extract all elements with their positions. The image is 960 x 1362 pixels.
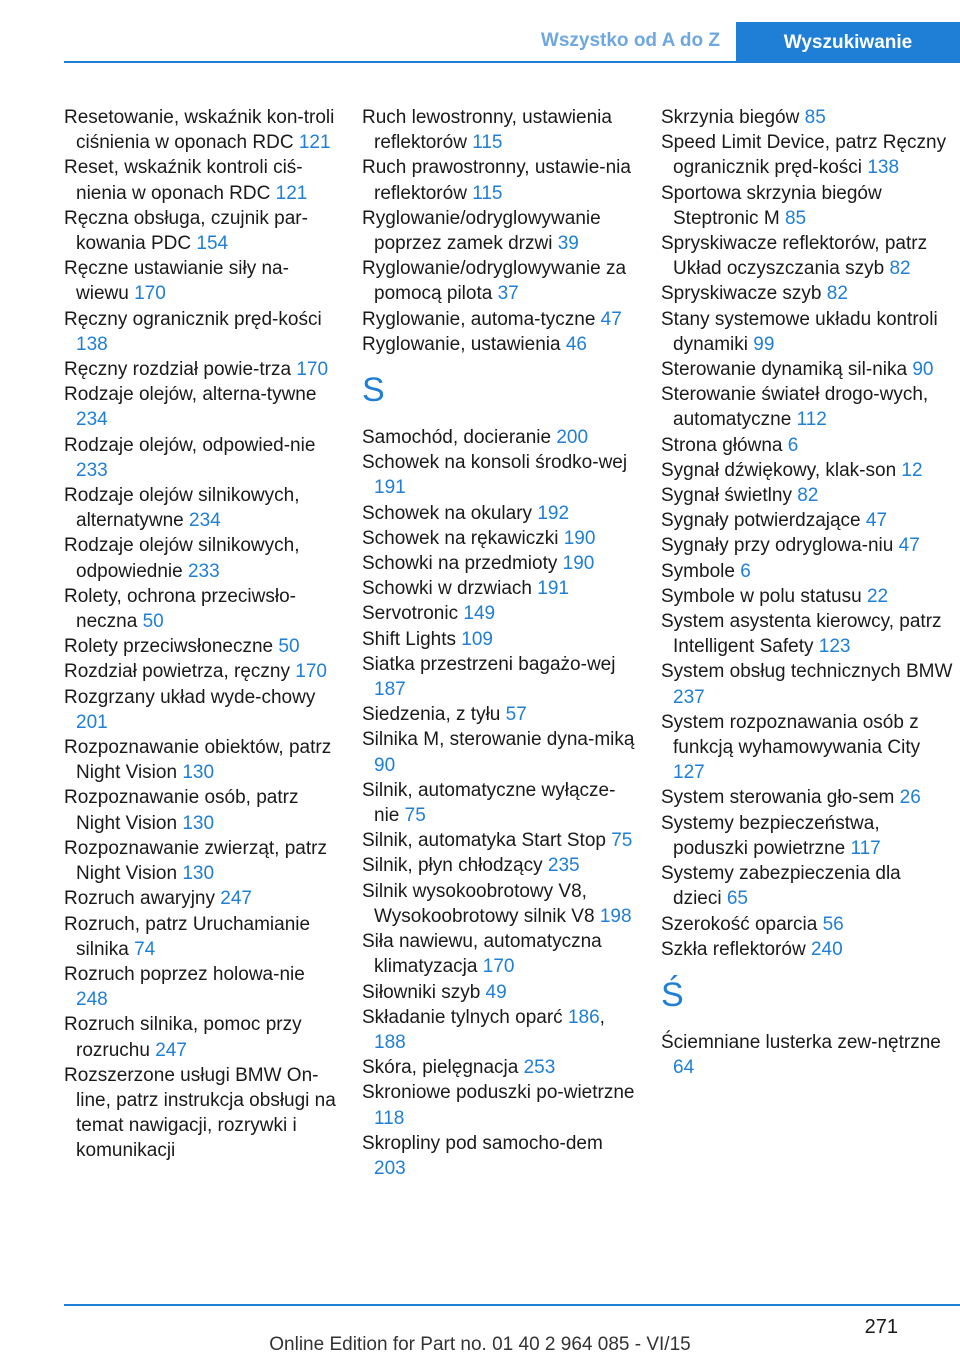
index-term: Symbole <box>661 560 735 582</box>
page-link[interactable]: 75 <box>611 830 633 852</box>
index-list <box>362 105 636 357</box>
index-entry <box>64 659 338 684</box>
page-link[interactable]: 22 <box>866 585 889 607</box>
index-term: Ruch lewostronny, ustawienia reflektorów <box>362 107 612 154</box>
index-entry <box>362 828 636 853</box>
index-term: Reset, wskaźnik kontroli ciś-nienia w oponach RDC <box>64 157 303 204</box>
page-link[interactable]: 46 <box>565 333 587 355</box>
page-link[interactable]: 154 <box>196 233 229 255</box>
page-link[interactable]: 117 <box>850 837 881 859</box>
page-link[interactable]: 170 <box>296 359 329 381</box>
index-entry <box>362 702 636 727</box>
index-term: Ręczny rozdział powie-trza <box>64 359 292 381</box>
page-link[interactable]: 82 <box>889 258 911 280</box>
page-link[interactable]: 203 <box>374 1157 406 1179</box>
page-link[interactable]: 82 <box>826 283 848 305</box>
index-entry <box>362 1131 636 1181</box>
index-entry <box>362 853 636 878</box>
index-term: Strona główna <box>661 434 783 456</box>
index-entry <box>661 458 953 483</box>
index-entry <box>661 1030 953 1080</box>
index-list <box>661 105 953 962</box>
index-term: Skroniowe poduszki po-wietrzne <box>362 1082 635 1104</box>
page-link[interactable]: 50 <box>142 611 164 633</box>
index-entry <box>661 307 953 357</box>
page-link[interactable]: 90 <box>912 359 934 381</box>
index-entry <box>661 785 953 810</box>
page-link[interactable]: 57 <box>505 704 527 726</box>
page-link[interactable]: 130 <box>182 812 215 834</box>
index-entry <box>362 105 636 155</box>
index-term: Rozpoznawanie obiektów, patrz Night Vision <box>64 737 332 784</box>
index-entry <box>362 929 636 979</box>
page-link[interactable]: 65 <box>726 888 748 910</box>
page-link[interactable]: 74 <box>134 938 156 960</box>
page-link[interactable]: 47 <box>898 535 920 557</box>
index-entry <box>64 1063 338 1164</box>
index-term: Rozpoznawanie zwierząt, patrz Night Vision <box>64 837 327 885</box>
index-entry <box>64 912 338 962</box>
page-link[interactable]: 248 <box>76 989 108 1011</box>
page-link[interactable]: 12 <box>901 459 923 481</box>
page-link[interactable]: 237 <box>673 686 705 708</box>
index-term: Sygnał dźwiękowy, klak-son <box>661 459 897 481</box>
index-term: Skropliny pod samocho-dem <box>362 1132 603 1154</box>
page-link[interactable]: 198 <box>599 905 632 927</box>
index-term: Szerokość oparcia <box>661 913 818 935</box>
page-link[interactable]: 127 <box>673 762 705 784</box>
index-term: Sygnały potwierdzające <box>661 510 861 532</box>
index-entry <box>64 1012 338 1062</box>
index-list <box>64 105 338 1164</box>
index-term: Schowek na konsoli środko-wej <box>362 452 628 474</box>
index-term: System sterowania gło-sem <box>661 787 895 809</box>
page-link[interactable]: 6 <box>740 560 751 582</box>
index-entry <box>661 433 953 458</box>
index-term: Ryglowanie, automa-tyczne <box>362 308 596 330</box>
section-letter-s: S <box>362 371 385 410</box>
index-term: Ręczna obsługa, czujnik par-kowania PDC <box>64 207 308 255</box>
page-link[interactable]: 234 <box>189 510 221 532</box>
page-link[interactable]: 235 <box>547 855 580 877</box>
page-link[interactable]: 90 <box>374 754 396 776</box>
page-link[interactable]: 82 <box>797 485 819 507</box>
index-entry <box>362 652 636 702</box>
index-entry <box>64 307 338 357</box>
index-entry <box>661 710 953 786</box>
index-term: Rodzaje olejów, odpowied-nie <box>64 434 316 456</box>
page-link[interactable]: 170 <box>482 956 515 978</box>
index-entry <box>64 433 338 483</box>
index-term: Speed Limit Device, patrz Ręczny ogranicznik pręd-kości <box>661 132 947 179</box>
index-term: Sportowa skrzynia biegów Steptronic M <box>661 182 882 229</box>
page-link[interactable]: 121 <box>298 132 331 154</box>
index-term: System asystenta kierowcy, patrz Intelligent Safety <box>661 611 942 658</box>
page-link[interactable]: 191 <box>537 578 569 600</box>
page-link[interactable]: 190 <box>562 553 595 575</box>
index-entry <box>362 879 636 929</box>
page-link[interactable]: 191 <box>374 477 406 499</box>
index-term: Skóra, pielęgnacja <box>362 1057 519 1079</box>
index-entry <box>661 559 953 584</box>
page-link[interactable]: 138 <box>76 333 108 355</box>
index-entry <box>661 609 953 659</box>
edition-note: Online Edition for Part no. 01 40 2 964 085 - VI/15 <box>269 1334 691 1355</box>
index-entry <box>362 980 636 1005</box>
index-term: Spryskiwacze szyb <box>661 283 822 305</box>
index-term: Sygnały przy odryglowa-niu <box>661 535 894 557</box>
page-link[interactable]: 233 <box>76 459 108 481</box>
index-term: Rodzaje olejów, alterna-tywne <box>64 384 317 406</box>
index-term: Siła nawiewu, automatyczna klimatyzacja <box>362 931 602 978</box>
page-header <box>0 0 960 64</box>
index-term: Siedzenia, z tyłu <box>362 704 501 726</box>
index-entry <box>661 231 953 281</box>
index-entry <box>362 307 636 332</box>
page-link[interactable]: 56 <box>822 913 844 935</box>
index-term: Sterowanie świateł drogo-wych, automatyczne <box>661 384 929 431</box>
page-link[interactable]: 112 <box>796 409 827 431</box>
page-link[interactable]: 188 <box>374 1031 406 1053</box>
index-term: Silnik, automatyczne wyłącze-nie <box>362 779 616 827</box>
index-entry <box>64 685 338 735</box>
index-entry <box>362 627 636 652</box>
index-term: Rozszerzone usługi BMW On-line, patrz instrukcja obsługi na temat nawigacji, rozrywki i komunikacji <box>64 1064 336 1162</box>
page-link[interactable]: 99 <box>753 333 775 355</box>
page-link[interactable]: 234 <box>76 409 108 431</box>
page-link[interactable]: 115 <box>472 132 503 154</box>
page-link[interactable]: 201 <box>76 711 108 733</box>
page-link[interactable]: 123 <box>818 636 851 658</box>
page-link[interactable]: 187 <box>374 679 406 701</box>
page-link[interactable]: 50 <box>278 636 300 658</box>
index-term: Silnik, płyn chłodzący <box>362 855 543 877</box>
index-entry <box>64 584 338 634</box>
index-term: Ruch prawostronny, ustawie-nia reflektorów <box>362 157 631 204</box>
page-link[interactable]: 85 <box>784 207 807 229</box>
index-term: Schowek na rękawiczki <box>362 527 559 549</box>
index-term: Rozruch awaryjny <box>64 888 215 910</box>
index-term: Rolety przeciwsłoneczne <box>64 636 274 658</box>
index-entry <box>362 155 636 205</box>
index-column-3 <box>661 105 953 1080</box>
index-term: Stany systemowe układu kontroli dynamiki <box>661 308 938 355</box>
page-link[interactable]: 39 <box>557 233 579 255</box>
index-entry <box>661 357 953 382</box>
index-term: Skrzynia biegów <box>661 107 800 128</box>
index-term: Rozpoznawanie osób, patrz Night Vision <box>64 787 299 834</box>
index-entry <box>64 962 338 1012</box>
index-entry <box>362 501 636 526</box>
index-entry <box>362 450 636 500</box>
page-link[interactable]: 247 <box>155 1039 187 1061</box>
index-entry <box>362 425 636 450</box>
page-link[interactable]: 247 <box>220 888 252 910</box>
page-link[interactable]: 192 <box>537 502 570 524</box>
index-entry <box>64 735 338 785</box>
page-link[interactable]: 253 <box>523 1057 556 1079</box>
page-link[interactable]: 186 <box>567 1006 600 1028</box>
page-link[interactable]: 170 <box>134 283 166 305</box>
index-term: Silnik, automatyka Start Stop <box>362 830 606 852</box>
index-term: Rozruch, patrz Uruchamianie silnika <box>64 913 311 960</box>
index-column-1 <box>64 105 338 1164</box>
index-entry <box>362 551 636 576</box>
index-entry <box>362 332 636 357</box>
index-term: Systemy bezpieczeństwa, poduszki powietrzne <box>661 812 880 859</box>
index-entry <box>64 382 338 432</box>
index-entry <box>661 483 953 508</box>
index-term: Silnika M, sterowanie dyna-miką <box>362 729 635 751</box>
index-term: Rodzaje olejów silnikowych, odpowiednie <box>64 535 300 582</box>
index-term: Ręczne ustawianie siły na-wiewu <box>64 258 289 305</box>
index-entry <box>362 1080 636 1130</box>
index-term: Siatka przestrzeni bagażo-wej <box>362 653 616 675</box>
index-term: Składanie tylnych oparć <box>362 1006 563 1028</box>
page-link[interactable]: 64 <box>673 1057 695 1079</box>
index-term: Samochód, docieranie <box>362 427 552 449</box>
index-list <box>362 425 636 1181</box>
index-entry <box>64 483 338 533</box>
index-entry <box>661 281 953 306</box>
index-term: Silnik wysokoobrotowy V8, Wysokoobrotowy silnik V8 <box>362 880 595 927</box>
index-term: Rozgrzany układ wyde-chowy <box>64 686 316 708</box>
index-term: Rozruch silnika, pomoc przy rozruchu <box>64 1014 302 1061</box>
index-entry <box>362 1055 636 1080</box>
index-entry <box>64 634 338 659</box>
page-link[interactable]: 121 <box>275 182 308 204</box>
page-link[interactable]: 85 <box>804 107 826 128</box>
index-entry <box>64 105 338 155</box>
page-link[interactable]: 118 <box>374 1107 405 1129</box>
index-entry <box>661 533 953 558</box>
index-term: Ryglowanie, ustawienia <box>362 333 561 355</box>
index-term: Rolety, ochrona przeciwsło-neczna <box>64 585 296 633</box>
index-term: Systemy zabezpieczenia dla dzieci <box>661 863 901 910</box>
index-entry <box>64 785 338 835</box>
index-entry <box>661 861 953 911</box>
index-entry <box>362 601 636 626</box>
page-link[interactable]: 233 <box>187 560 220 582</box>
page-link[interactable]: 149 <box>463 603 496 625</box>
index-entry <box>64 206 338 256</box>
index-entry <box>661 912 953 937</box>
index-entry <box>661 584 953 609</box>
index-entry <box>661 937 953 962</box>
index-term: Siłowniki szyb <box>362 981 481 1003</box>
index-entry <box>661 508 953 533</box>
page-link[interactable]: 47 <box>600 308 622 330</box>
index-term: Schowki na przedmioty <box>362 553 558 575</box>
index-term: Schowki w drzwiach <box>362 578 532 600</box>
index-term: Shift Lights <box>362 628 456 650</box>
index-entry <box>64 357 338 382</box>
page-link[interactable]: 75 <box>404 805 426 827</box>
page-link[interactable]: 130 <box>182 762 215 784</box>
index-term: Szkła reflektorów <box>661 938 806 960</box>
index-entry <box>661 811 953 861</box>
index-term: Spryskiwacze reflektorów, patrz Układ oczyszczania szyb <box>661 233 928 280</box>
index-term: Servotronic <box>362 603 459 625</box>
page-link[interactable]: 200 <box>556 427 589 449</box>
index-entry <box>362 727 636 777</box>
index-entry <box>64 533 338 583</box>
index-term: System rozpoznawania osób z funkcją wyhamowywania City <box>661 711 921 759</box>
page-link[interactable]: 6 <box>787 434 799 456</box>
section-letter-s-acute: Ś <box>661 975 684 1014</box>
page-link[interactable]: 138 <box>867 157 900 179</box>
breadcrumb[interactable]: Wszystko od A do Z <box>540 30 720 51</box>
index-term: Sterowanie dynamiką sil-nika <box>661 359 908 381</box>
tab-search[interactable]: Wyszukiwanie <box>736 22 960 63</box>
index-term: Ryglowanie/odryglowywanie poprzez zamek drzwi <box>362 207 601 255</box>
index-list <box>661 1030 953 1080</box>
header-divider <box>64 61 960 63</box>
index-entry <box>362 256 636 306</box>
page-link[interactable]: 240 <box>810 938 843 960</box>
index-term: Symbole w polu statusu <box>661 585 862 607</box>
index-term: Sygnał świetlny <box>661 485 792 507</box>
index-entry: Składanie tylnych oparć 186, 188 <box>362 1006 605 1053</box>
page-link[interactable]: 26 <box>899 787 921 809</box>
index-entry <box>362 778 636 828</box>
index-column-2 <box>362 105 636 1181</box>
index-entry <box>64 886 338 911</box>
page-link[interactable]: 37 <box>497 283 519 305</box>
index-term: Ryglowanie/odryglowywanie za pomocą pilota <box>362 258 627 305</box>
page-link[interactable]: 115 <box>472 182 503 204</box>
page-link[interactable]: 47 <box>865 510 888 532</box>
index-term: Rozdział powietrza, ręczny <box>64 661 290 683</box>
index-entry <box>362 576 636 601</box>
page-number: 271 <box>864 1316 898 1338</box>
index-term: Resetowanie, wskaźnik kon-troli ciśnienia w oponach RDC <box>64 107 335 154</box>
index-entry <box>661 382 953 432</box>
index-term: Rodzaje olejów silnikowych, alternatywne <box>64 485 300 532</box>
index-entry <box>362 526 636 551</box>
page-link[interactable]: 190 <box>563 527 596 549</box>
index-entry <box>661 130 953 180</box>
footer-divider <box>64 1304 960 1306</box>
index-entry <box>362 206 636 256</box>
index-entry <box>64 256 338 306</box>
index-entry <box>661 181 953 231</box>
index-term: System obsług technicznych BMW <box>661 661 953 683</box>
page-link[interactable]: 49 <box>485 981 507 1003</box>
index-term: Ręczny ogranicznik pręd-kości <box>64 308 322 330</box>
index-entry <box>661 105 953 130</box>
index-term: Ściemniane lusterka zew-nętrzne <box>661 1031 941 1053</box>
page-link[interactable]: 170 <box>295 661 327 683</box>
index-entry <box>661 659 953 709</box>
page-link[interactable]: 130 <box>182 863 215 885</box>
index-entry <box>64 836 338 886</box>
index-term: Schowek na okulary <box>362 502 533 524</box>
page-link[interactable]: 109 <box>461 628 493 650</box>
index-entry <box>64 155 338 205</box>
index-term: Rozruch poprzez holowa-nie <box>64 963 305 985</box>
